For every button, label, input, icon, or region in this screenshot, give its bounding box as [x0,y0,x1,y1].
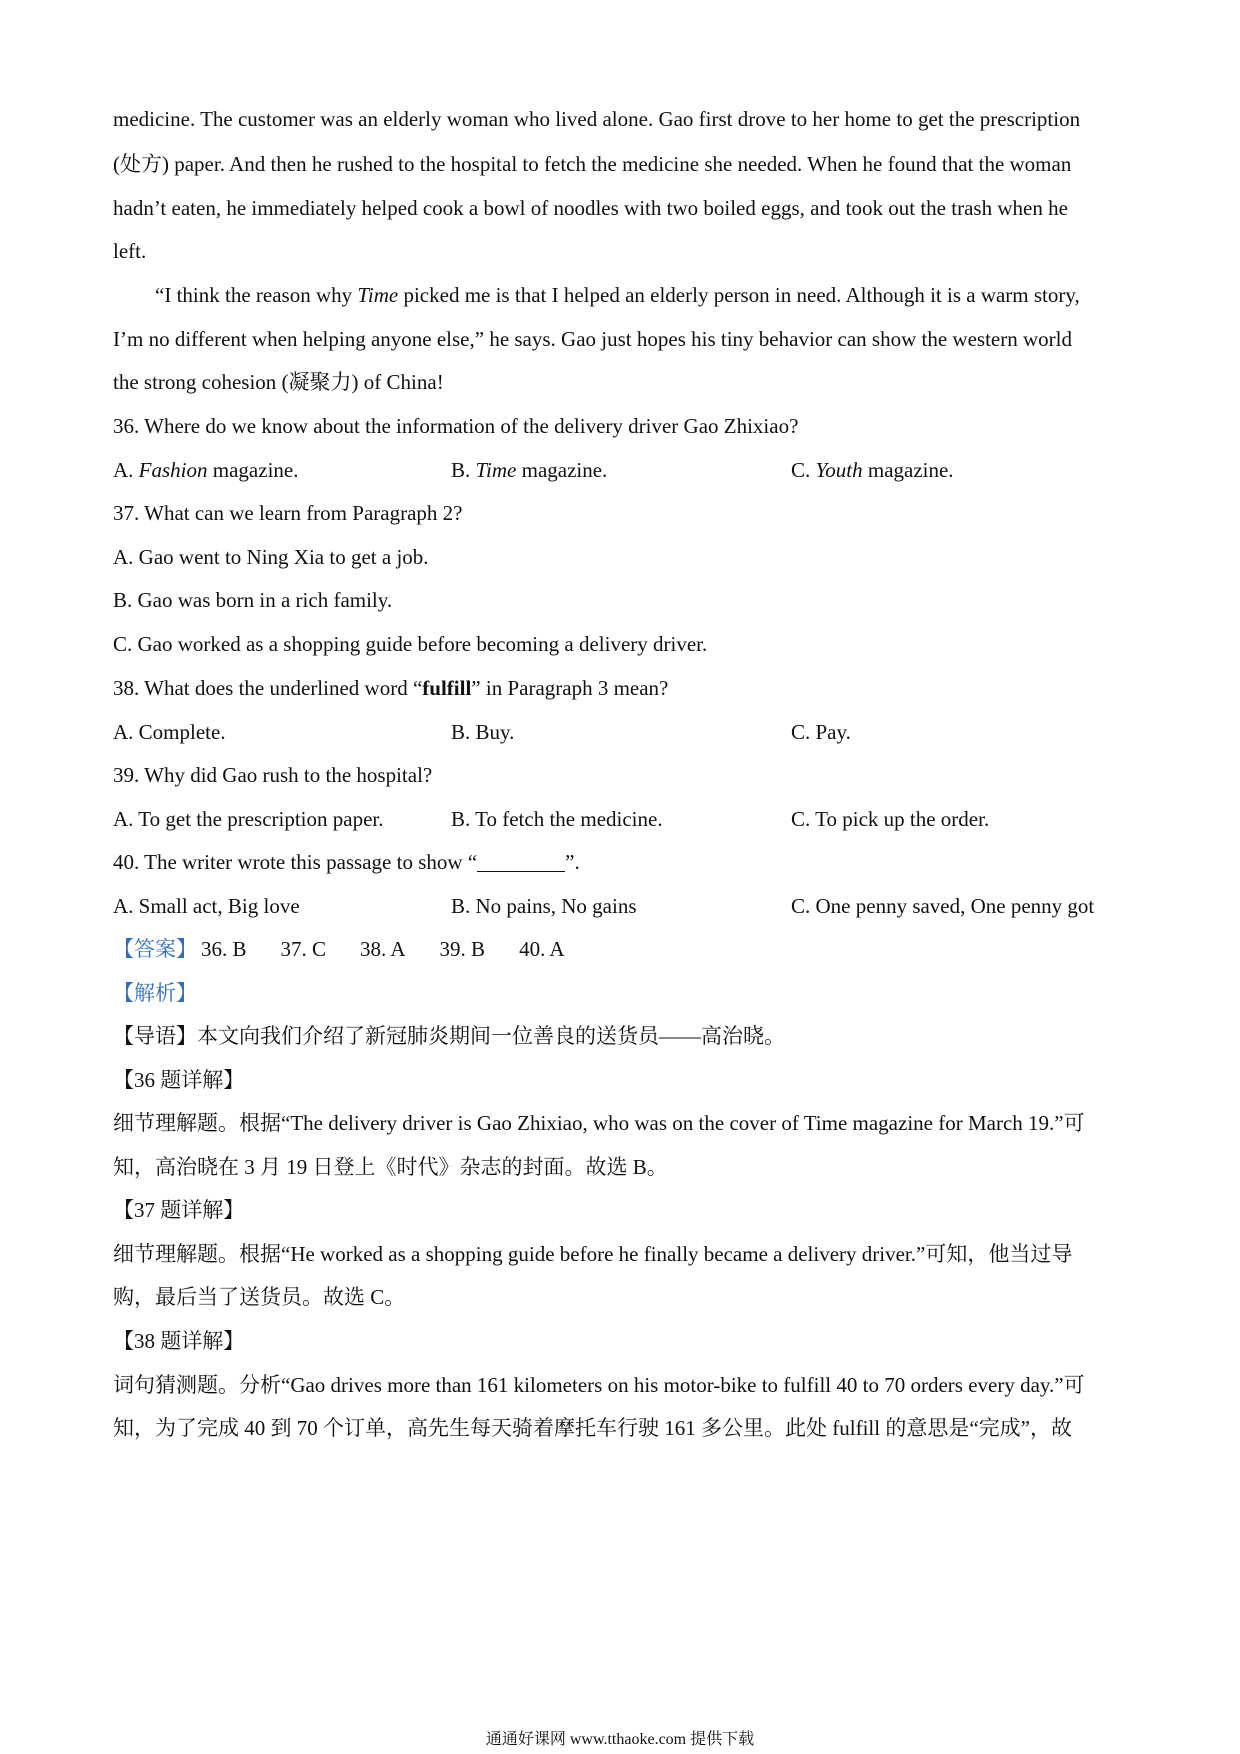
question-40 [113,847,580,877]
option-letter: C. [791,458,816,482]
detail-heading-38: 【38 题详解】 [113,1329,245,1353]
answer-blank [477,851,565,872]
answer-38: 38. A [360,937,406,961]
question-38 [113,673,668,703]
option-38c: C. Pay. [791,720,851,744]
detail-text-37: 细节理解题。根据“He worked as a shopping guide before he finally became a delivery driver.”可知，他当过导 [113,1242,1073,1266]
detail-text-38: 知，为了完成 40 到 70 个订单，高先生每天骑着摩托车行驶 161 多公里。此处 fulfill 的意思是“完成”，故 [113,1416,1072,1440]
option-38b: B. Buy. [451,720,515,744]
option-40c: C. One penny saved, One penny got [791,894,1095,918]
passage-line: medicine. The customer was an elderly woman who lived alone. Gao first drove to her home to get the prescription [113,107,1081,131]
italic-title: Time [475,458,517,482]
italic-title: Time [357,283,399,307]
option-text: magazine. [862,458,954,482]
answer-37: 37. C [280,937,327,961]
option-37c: C. Gao worked as a shopping guide before becoming a delivery driver. [113,632,708,656]
detail-heading-37: 【37 题详解】 [113,1198,245,1222]
passage-line: the strong cohesion (凝聚力) of China! [113,370,444,394]
option-36c [791,455,954,485]
option-39a: A. To get the prescription paper. [113,807,384,831]
answer-line [113,934,599,964]
question-37: 37. What can we learn from Paragraph 2? [113,501,463,525]
italic-title: Fashion [138,458,208,482]
option-36b [451,455,607,485]
passage-line [155,280,1080,310]
question-text: ”. [565,850,580,874]
answer-39: 39. B [439,937,486,961]
option-letter: B. [451,458,476,482]
option-text: magazine. [207,458,299,482]
passage-text: picked me is that I helped an elderly person in need. Although it is a warm story, [398,283,1080,307]
question-text: ” in Paragraph 3 mean? [471,676,669,700]
answer-40: 40. A [519,937,565,961]
passage-line: (处方) paper. And then he rushed to the hospital to fetch the medicine she needed. When he found that the woman [113,152,1072,176]
option-37a: A. Gao went to Ning Xia to get a job. [113,545,429,569]
analysis-tag: 【解析】 [113,981,197,1005]
underlined-word: fulfill [422,676,472,700]
detail-text-38: 词句猜测题。分析“Gao drives more than 161 kilometers on his motor-bike to fulfill 40 to 70 orders every day.”可 [113,1373,1085,1397]
passage-text: “I think the reason why [155,283,358,307]
analysis-intro: 【导语】本文向我们介绍了新冠肺炎期间一位善良的送货员——高治晓。 [113,1024,785,1048]
option-40a: A. Small act, Big love [113,894,300,918]
option-39c: C. To pick up the order. [791,807,990,831]
question-39: 39. Why did Gao rush to the hospital? [113,763,433,787]
option-39b: B. To fetch the medicine. [451,807,663,831]
option-37b: B. Gao was born in a rich family. [113,588,393,612]
question-36: 36. Where do we know about the information of the delivery driver Gao Zhixiao? [113,414,799,438]
answer-36: 36. B [201,937,247,961]
question-text: 38. What does the underlined word “ [113,676,423,700]
detail-text-36: 细节理解题。根据“The delivery driver is Gao Zhixiao, who was on the cover of Time magazine for March 19.”可 [113,1111,1085,1135]
option-letter: A. [113,458,139,482]
passage-line: hadn’t eaten, he immediately helped cook a bowl of noodles with two boiled eggs, and took out the trash when he [113,196,1068,220]
option-40b: B. No pains, No gains [451,894,637,918]
option-36a [113,455,298,485]
passage-line: I’m no different when helping anyone else,” he says. Gao just hopes his tiny behavior can show the western world [113,327,1072,351]
option-text: magazine. [516,458,608,482]
page-footer: 通通好课网 www.tthaoke.com 提供下载 [485,1731,755,1748]
italic-title: Youth [815,458,863,482]
detail-heading-36: 【36 题详解】 [113,1068,245,1092]
answer-tag: 【答案】 [113,937,197,961]
detail-text-36: 知，高治晓在 3 月 19 日登上《时代》杂志的封面。故选 B。 [113,1155,668,1179]
passage-line: left. [113,239,147,263]
question-text: 40. The writer wrote this passage to show “ [113,850,478,874]
detail-text-37: 购，最后当了送货员。故选 C。 [113,1285,406,1309]
option-38a: A. Complete. [113,720,226,744]
